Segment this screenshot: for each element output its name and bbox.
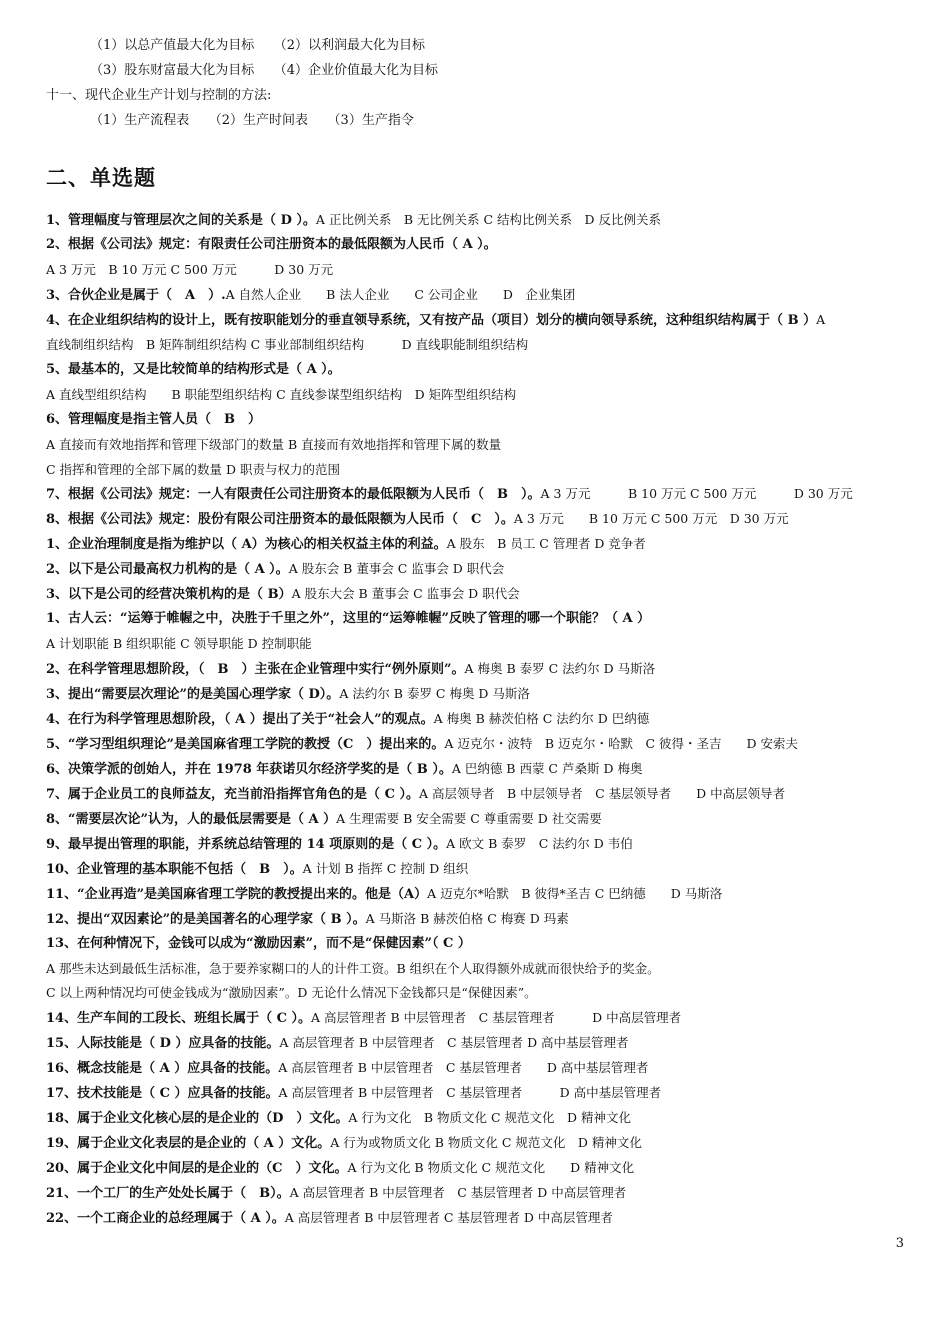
- question-stem: 6、决策学派的创始人，并在 1978 年获诺贝尔经济学奖的是（ B ）。: [46, 762, 452, 777]
- question-line: [46, 559, 930, 580]
- question-stem: 3、提出“需要层次理论”的是美国心理学家（ D）。: [46, 687, 340, 702]
- question-line: [46, 1183, 930, 1204]
- question-line: [46, 959, 930, 980]
- question-line: [46, 1008, 930, 1029]
- question-line: [46, 1058, 930, 1079]
- answer-options: C 以上两种情况均可使金钱成为“激励因素”。D 无论什么情况下金钱都只是“保健因素”。: [46, 985, 537, 1000]
- answer-options: A 计划 B 指挥 C 控制 D 组织: [302, 861, 469, 876]
- answer-options: A 梅奥 B 赫茨伯格 C 法约尔 D 巴纳德: [433, 711, 650, 726]
- question-stem: 8、“需要层次论”认为，人的最低层需要是（ A ）: [46, 812, 337, 827]
- answer-options: A 马斯洛 B 赫茨伯格 C 梅赛 D 玛素: [365, 911, 569, 926]
- question-line: [46, 210, 930, 231]
- answer-options: A 法约尔 B 泰罗 C 梅奥 D 马斯洛: [339, 686, 530, 701]
- answer-options: A 高层管理者 B 中层管理者 C 基层管理者 D 中高层管理者: [284, 1210, 613, 1225]
- answer-options: A 迈克尔・波特 B 迈克尔・哈默 C 彼得・圣吉 D 安索夫: [444, 736, 799, 751]
- question-stem: 3、合伙企业是属于（ A ）.: [46, 288, 226, 303]
- answer-options: A 3 万元 B 10 万元 C 500 万元 D 30 万元: [46, 262, 334, 277]
- question-line: [46, 684, 930, 705]
- answer-options: A 那些未达到最低生活标准，急于要养家糊口的人的计件工资。B 组织在个人取得额外成就而很快给予的奖金。: [46, 961, 660, 976]
- question-stem: 14、生产车间的工段长、班组长属于（ C ）。: [46, 1011, 311, 1026]
- question-stem: 15、人际技能是（ D ）应具备的技能。: [46, 1036, 280, 1051]
- question-line: [46, 1158, 930, 1179]
- answer-options: A 计划职能 B 组织职能 C 领导职能 D 控制职能: [46, 636, 312, 651]
- answer-options: A 直线型组织结构 B 职能型组织结构 C 直线参谋型组织结构 D 矩阵型组织结构: [46, 387, 517, 402]
- question-stem: 13、在何种情况下，金钱可以成为“激励因素”，而不是“保健因素”（ C ）: [46, 936, 471, 951]
- answer-options: A 梅奥 B 泰罗 C 法约尔 D 马斯洛: [464, 661, 656, 676]
- question-line: [46, 759, 930, 780]
- answer-options: A 高层管理者 B 中层管理者 C 基层管理者 D 高中基层管理者: [278, 1085, 662, 1100]
- question-line: [46, 385, 930, 406]
- question-stem: 22、一个工商企业的总经理属于（ A ）。: [46, 1211, 285, 1226]
- question-stem: 5、“学习型组织理论”是美国麻省理工学院的教授（C ）提出来的。: [46, 737, 445, 752]
- question-line: [46, 634, 930, 655]
- answer-options: A 高层管理者 B 中层管理者 C 基层管理者 D 中高层管理者: [311, 1010, 682, 1025]
- question-line: [46, 410, 930, 430]
- answer-options: A 欧文 B 泰罗 C 法约尔 D 韦伯: [446, 836, 633, 851]
- question-stem: 1、管理幅度与管理层次之间的关系是（ D ）。: [46, 213, 316, 228]
- answer-options: A 正比例关系 B 无比例关系 C 结构比例关系 D 反比例关系: [315, 212, 662, 227]
- question-line: [46, 235, 930, 255]
- question-line: [46, 335, 930, 356]
- top-item-2: （3）股东财富最大化为目标 （4）企业价值最大化为目标: [90, 63, 439, 78]
- question-stem: 11、“企业再造”是美国麻省理工学院的教授提出来的。他是（A）: [46, 887, 428, 902]
- question-line: [46, 784, 930, 805]
- answer-options: A 股东会 B 董事会 C 监事会 D 职代会: [288, 561, 505, 576]
- question-line: [46, 834, 930, 855]
- question-line: [46, 509, 930, 530]
- question-stem: 2、在科学管理思想阶段，（ B ）主张在企业管理中实行“例外原则”。: [46, 662, 465, 677]
- question-stem: 21、一个工厂的生产处处长属于（ B）。: [46, 1186, 290, 1201]
- question-line: [46, 1108, 930, 1129]
- answer-options: 直线制组织结构 B 矩阵制组织结构 C 事业部制组织结构 D 直线职能制组织结构: [46, 337, 529, 352]
- answer-options: A 行为文化 B 物质文化 C 规范文化 D 精神文化: [348, 1110, 632, 1125]
- answer-options: A 3 万元 B 10 万元 C 500 万元 D 30 万元: [540, 486, 853, 501]
- answer-options: A: [816, 312, 826, 327]
- answer-options: A 高层管理者 B 中层管理者 C 基层管理者 D 中高层管理者: [289, 1185, 627, 1200]
- answer-options: A 高层领导者 B 中层领导者 C 基层领导者 D 中高层领导者: [418, 786, 786, 801]
- question-line: [46, 934, 930, 954]
- answer-options: A 行为文化 B 物质文化 C 规范文化 D 精神文化: [347, 1160, 635, 1175]
- question-stem: 7、属于企业员工的良师益友，充当前沿指挥官角色的是（ C ）。: [46, 787, 419, 802]
- top-item-1: （1）以总产值最大化为目标 （2）以利润最大化为目标: [90, 38, 426, 53]
- question-stem: 4、在企业组织结构的设计上，既有按职能划分的垂直领导系统，又有按产品（项目）划分的横向领导系统，这种组织结构属于（ B ）: [46, 313, 817, 328]
- question-line: [46, 260, 930, 281]
- question-stem: 18、属于企业文化核心层的是企业的（D ）文化。: [46, 1111, 349, 1126]
- question-stem: 17、技术技能是（ C ）应具备的技能。: [46, 1086, 279, 1101]
- question-line: [46, 1208, 930, 1229]
- question-line: [46, 484, 930, 505]
- question-line: [46, 534, 930, 555]
- question-stem: 20、属于企业文化中间层的是企业的（C ）文化。: [46, 1161, 348, 1176]
- answer-options: A 行为或物质文化 B 物质文化 C 规范文化 D 精神文化: [330, 1135, 642, 1150]
- answer-options: A 自然人企业 B 法人企业 C 公司企业 D 企业集团: [225, 287, 576, 302]
- question-stem: 4、在行为科学管理思想阶段，（ A ）提出了关于“社会人”的观点。: [46, 712, 434, 727]
- question-stem: 12、提出“双因素论”的是美国著名的心理学家（ B ）。: [46, 912, 366, 927]
- question-stem: 19、属于企业文化表层的是企业的（ A ）文化。: [46, 1136, 331, 1151]
- question-line: [46, 460, 930, 481]
- section-eleven-items: （1）生产流程表 （2）生产时间表 （3）生产指令: [90, 113, 414, 128]
- question-line: [46, 435, 930, 456]
- page-number: 3: [895, 1236, 904, 1251]
- answer-options: A 生理需要 B 安全需要 C 尊重需要 D 社交需要: [336, 811, 602, 826]
- question-stem: 2、以下是公司最高权力机构的是（ A ）。: [46, 562, 289, 577]
- question-line: [46, 983, 930, 1004]
- question-line: [46, 809, 930, 830]
- answer-options: C 指挥和管理的全部下属的数量 D 职责与权力的范围: [46, 462, 341, 477]
- question-stem: 3、以下是公司的经营决策机构的是（ B）: [46, 587, 292, 602]
- question-stem: 2、根据《公司法》规定：有限责任公司注册资本的最低限额为人民币（ A ）。: [46, 237, 497, 252]
- question-line: [46, 285, 930, 306]
- question-stem: 1、古人云：“运筹于帷幄之中，决胜于千里之外”，这里的“运筹帷幄”反映了管理的哪一个职能？（ A ）: [46, 611, 651, 626]
- question-line: [46, 1033, 930, 1054]
- question-line: [46, 659, 930, 680]
- question-stem: 7、根据《公司法》规定：一人有限责任公司注册资本的最低限额为人民币（ B ）。: [46, 487, 541, 502]
- question-line: [46, 709, 930, 730]
- answer-options: A 股东 B 员工 C 管理者 D 竞争者: [446, 536, 646, 551]
- section-heading: 二、单选题: [46, 165, 156, 190]
- question-line: [46, 734, 930, 755]
- question-line: [46, 1133, 930, 1154]
- question-stem: 16、概念技能是（ A ）应具备的技能。: [46, 1061, 279, 1076]
- answer-options: A 直接而有效地指挥和管理下级部门的数量 B 直接而有效地指挥和管理下属的数量: [46, 437, 502, 452]
- answer-options: A 高层管理者 B 中层管理者 C 基层管理者 D 高中基层管理者: [278, 1060, 649, 1075]
- question-line: [46, 584, 930, 605]
- answer-options: A 迈克尔*哈默 B 彼得*圣吉 C 巴纳德 D 马斯洛: [427, 886, 723, 901]
- question-line: [46, 1083, 930, 1104]
- section-eleven-title: 十一、现代企业生产计划与控制的方法:: [46, 88, 272, 103]
- question-line: [46, 909, 930, 930]
- question-line: [46, 609, 930, 629]
- question-line: [46, 884, 930, 905]
- answer-options: A 巴纳德 B 西蒙 C 芦桑斯 D 梅奥: [451, 761, 643, 776]
- answer-options: A 股东大会 B 董事会 C 监事会 D 职代会: [291, 586, 520, 601]
- question-line: [46, 360, 930, 380]
- question-line: [46, 310, 930, 331]
- question-stem: 9、最早提出管理的职能，并系统总结管理的 14 项原则的是（ C ）。: [46, 837, 447, 852]
- question-stem: 5、最基本的，又是比较简单的结构形式是（ A ）。: [46, 362, 341, 377]
- answer-options: A 3 万元 B 10 万元 C 500 万元 D 30 万元: [513, 511, 789, 526]
- answer-options: A 高层管理者 B 中层管理者 C 基层管理者 D 高中基层管理者: [279, 1035, 629, 1050]
- question-stem: 8、根据《公司法》规定：股份有限公司注册资本的最低限额为人民币（ C ）。: [46, 512, 514, 527]
- question-line: [46, 859, 930, 880]
- question-stem: 6、管理幅度是指主管人员（ B ）: [46, 412, 262, 427]
- question-stem: 10、企业管理的基本职能不包括（ B ）。: [46, 862, 303, 877]
- question-stem: 1、企业治理制度是指为维护以（ A）为核心的相关权益主体的利益。: [46, 537, 447, 552]
